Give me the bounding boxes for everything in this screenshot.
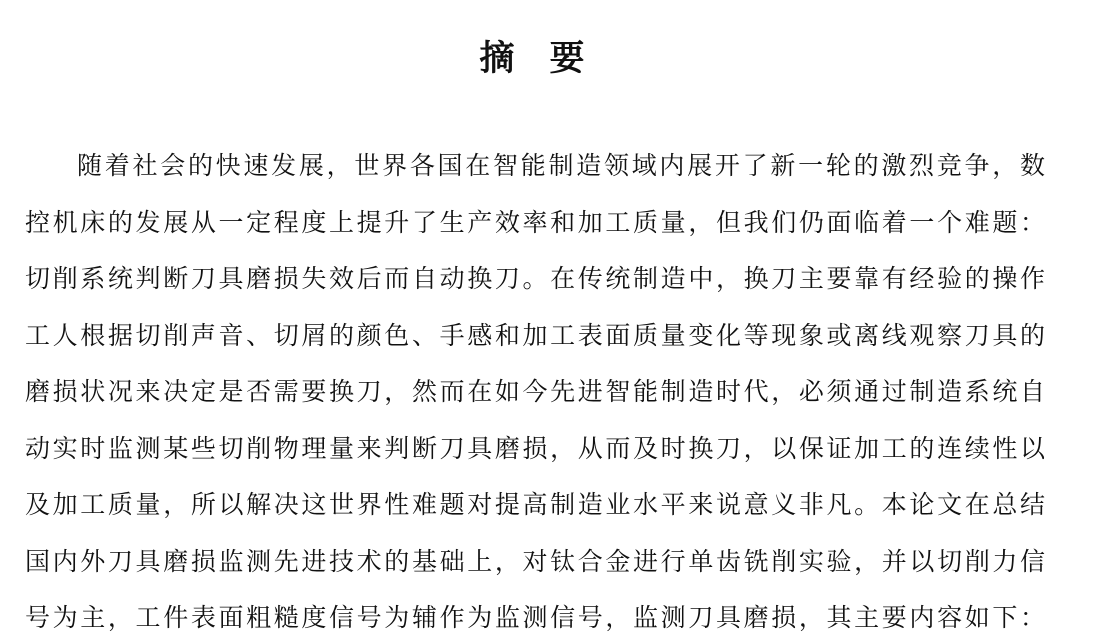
paragraph-line: 及加工质量，所以解决这世界性难题对提高制造业水平来说意义非凡。本论文在总结 xyxy=(25,490,1045,519)
paragraph-line: 国内外刀具磨损监测先进技术的基础上，对钛合金进行单齿铣削实验，并以切削力信 xyxy=(25,546,1045,576)
paragraph-line: 动实时监测某些切削物理量来判断刀具磨损，从而及时换刀，以保证加工的连续性以 xyxy=(25,433,1045,463)
paragraph-line: 号为主，工件表面粗糙度信号为辅作为监测信号，监测刀具磨损，其主要内容如下： xyxy=(25,603,1045,632)
paragraph-line: 随着社会的快速发展，世界各国在智能制造领域内展开了新一轮的激烈竞争，数 xyxy=(77,151,1045,180)
paragraph-line: 工人根据切削声音、切屑的颜色、手感和加工表面质量变化等现象或离线观察刀具的 xyxy=(25,320,1045,350)
paragraph-line: 磨损状况来决定是否需要换刀，然而在如今先进智能制造时代，必须通过制造系统自 xyxy=(25,377,1045,406)
paragraph-line: 切削系统判断刀具磨损失效后而自动换刀。在传统制造中，换刀主要靠有经验的操作 xyxy=(25,264,1045,293)
abstract-title: 摘 要 xyxy=(479,39,585,79)
abstract-paragraph xyxy=(25,138,1045,638)
paragraph-line: 控机床的发展从一定程度上提升了生产效率和加工质量，但我们仍面临着一个难题： xyxy=(25,207,1045,237)
